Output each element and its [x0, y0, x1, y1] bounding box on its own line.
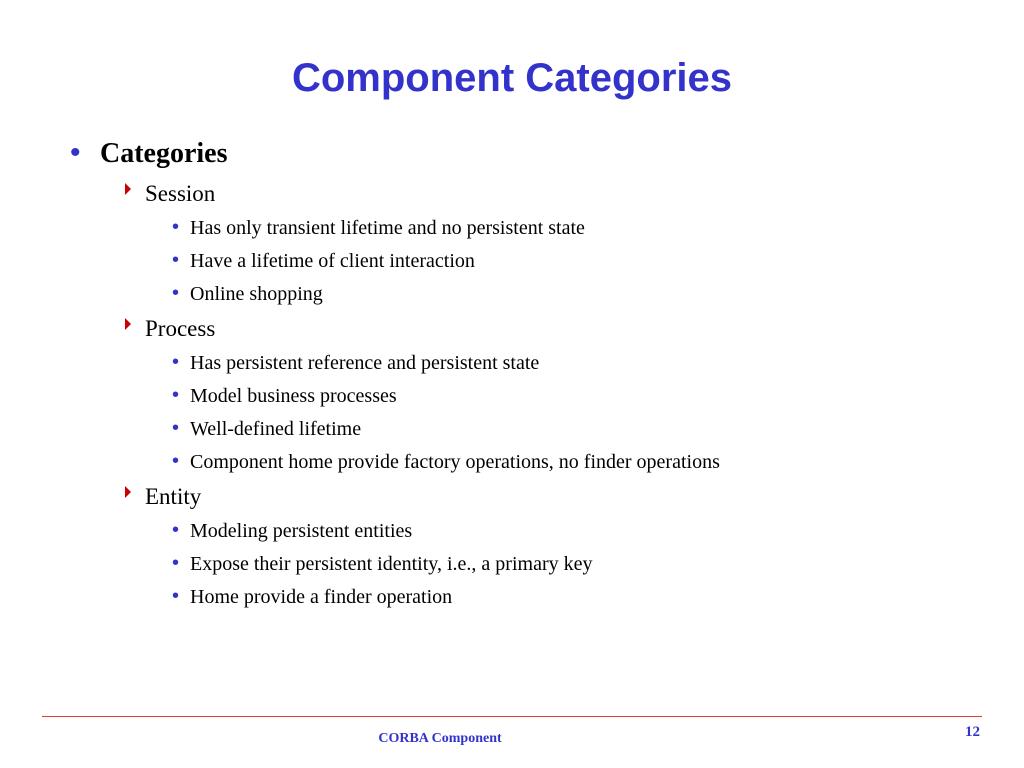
list-item: Modeling persistent entities: [190, 520, 413, 542]
list-item: Model business processes: [190, 385, 397, 407]
dot-bullet-icon: •: [172, 216, 180, 238]
footer-text: CORBA Component: [378, 731, 502, 746]
section-label-process: Process: [145, 316, 216, 341]
dot-bullet-icon: •: [172, 585, 180, 607]
list-item: Expose their persistent identity, i.e., a primary key: [190, 553, 593, 575]
slide-title: Component Categories: [291, 56, 733, 100]
list-item: Component home provide factory operations, no finder operations: [190, 451, 720, 473]
dot-bullet-icon: •: [172, 450, 180, 472]
dot-bullet-icon: •: [172, 417, 180, 439]
list-item: Has only transient lifetime and no persistent state: [190, 217, 585, 239]
list-item: Have a lifetime of client interaction: [190, 250, 475, 272]
dot-bullet-icon: •: [172, 519, 180, 541]
list-item: Online shopping: [190, 283, 323, 305]
heading-categories: Categories: [100, 138, 228, 169]
dot-bullet-icon: •: [172, 282, 180, 304]
dot-bullet-icon: •: [172, 384, 180, 406]
dot-bullet-icon: •: [172, 552, 180, 574]
dot-bullet-icon: •: [172, 351, 180, 373]
triangle-bullet-icon: [125, 318, 131, 330]
list-item: Well-defined lifetime: [190, 418, 362, 440]
footer-divider: [42, 716, 982, 717]
list-item: Has persistent reference and persistent state: [190, 352, 540, 374]
list-item: Home provide a finder operation: [190, 586, 453, 608]
dot-bullet-icon: •: [172, 249, 180, 271]
section-label-entity: Entity: [145, 484, 202, 509]
triangle-bullet-icon: [125, 486, 131, 498]
section-label-session: Session: [145, 181, 216, 206]
triangle-bullet-icon: [125, 183, 131, 195]
bullet-icon: •: [70, 136, 81, 169]
page-number: 12: [965, 724, 980, 740]
